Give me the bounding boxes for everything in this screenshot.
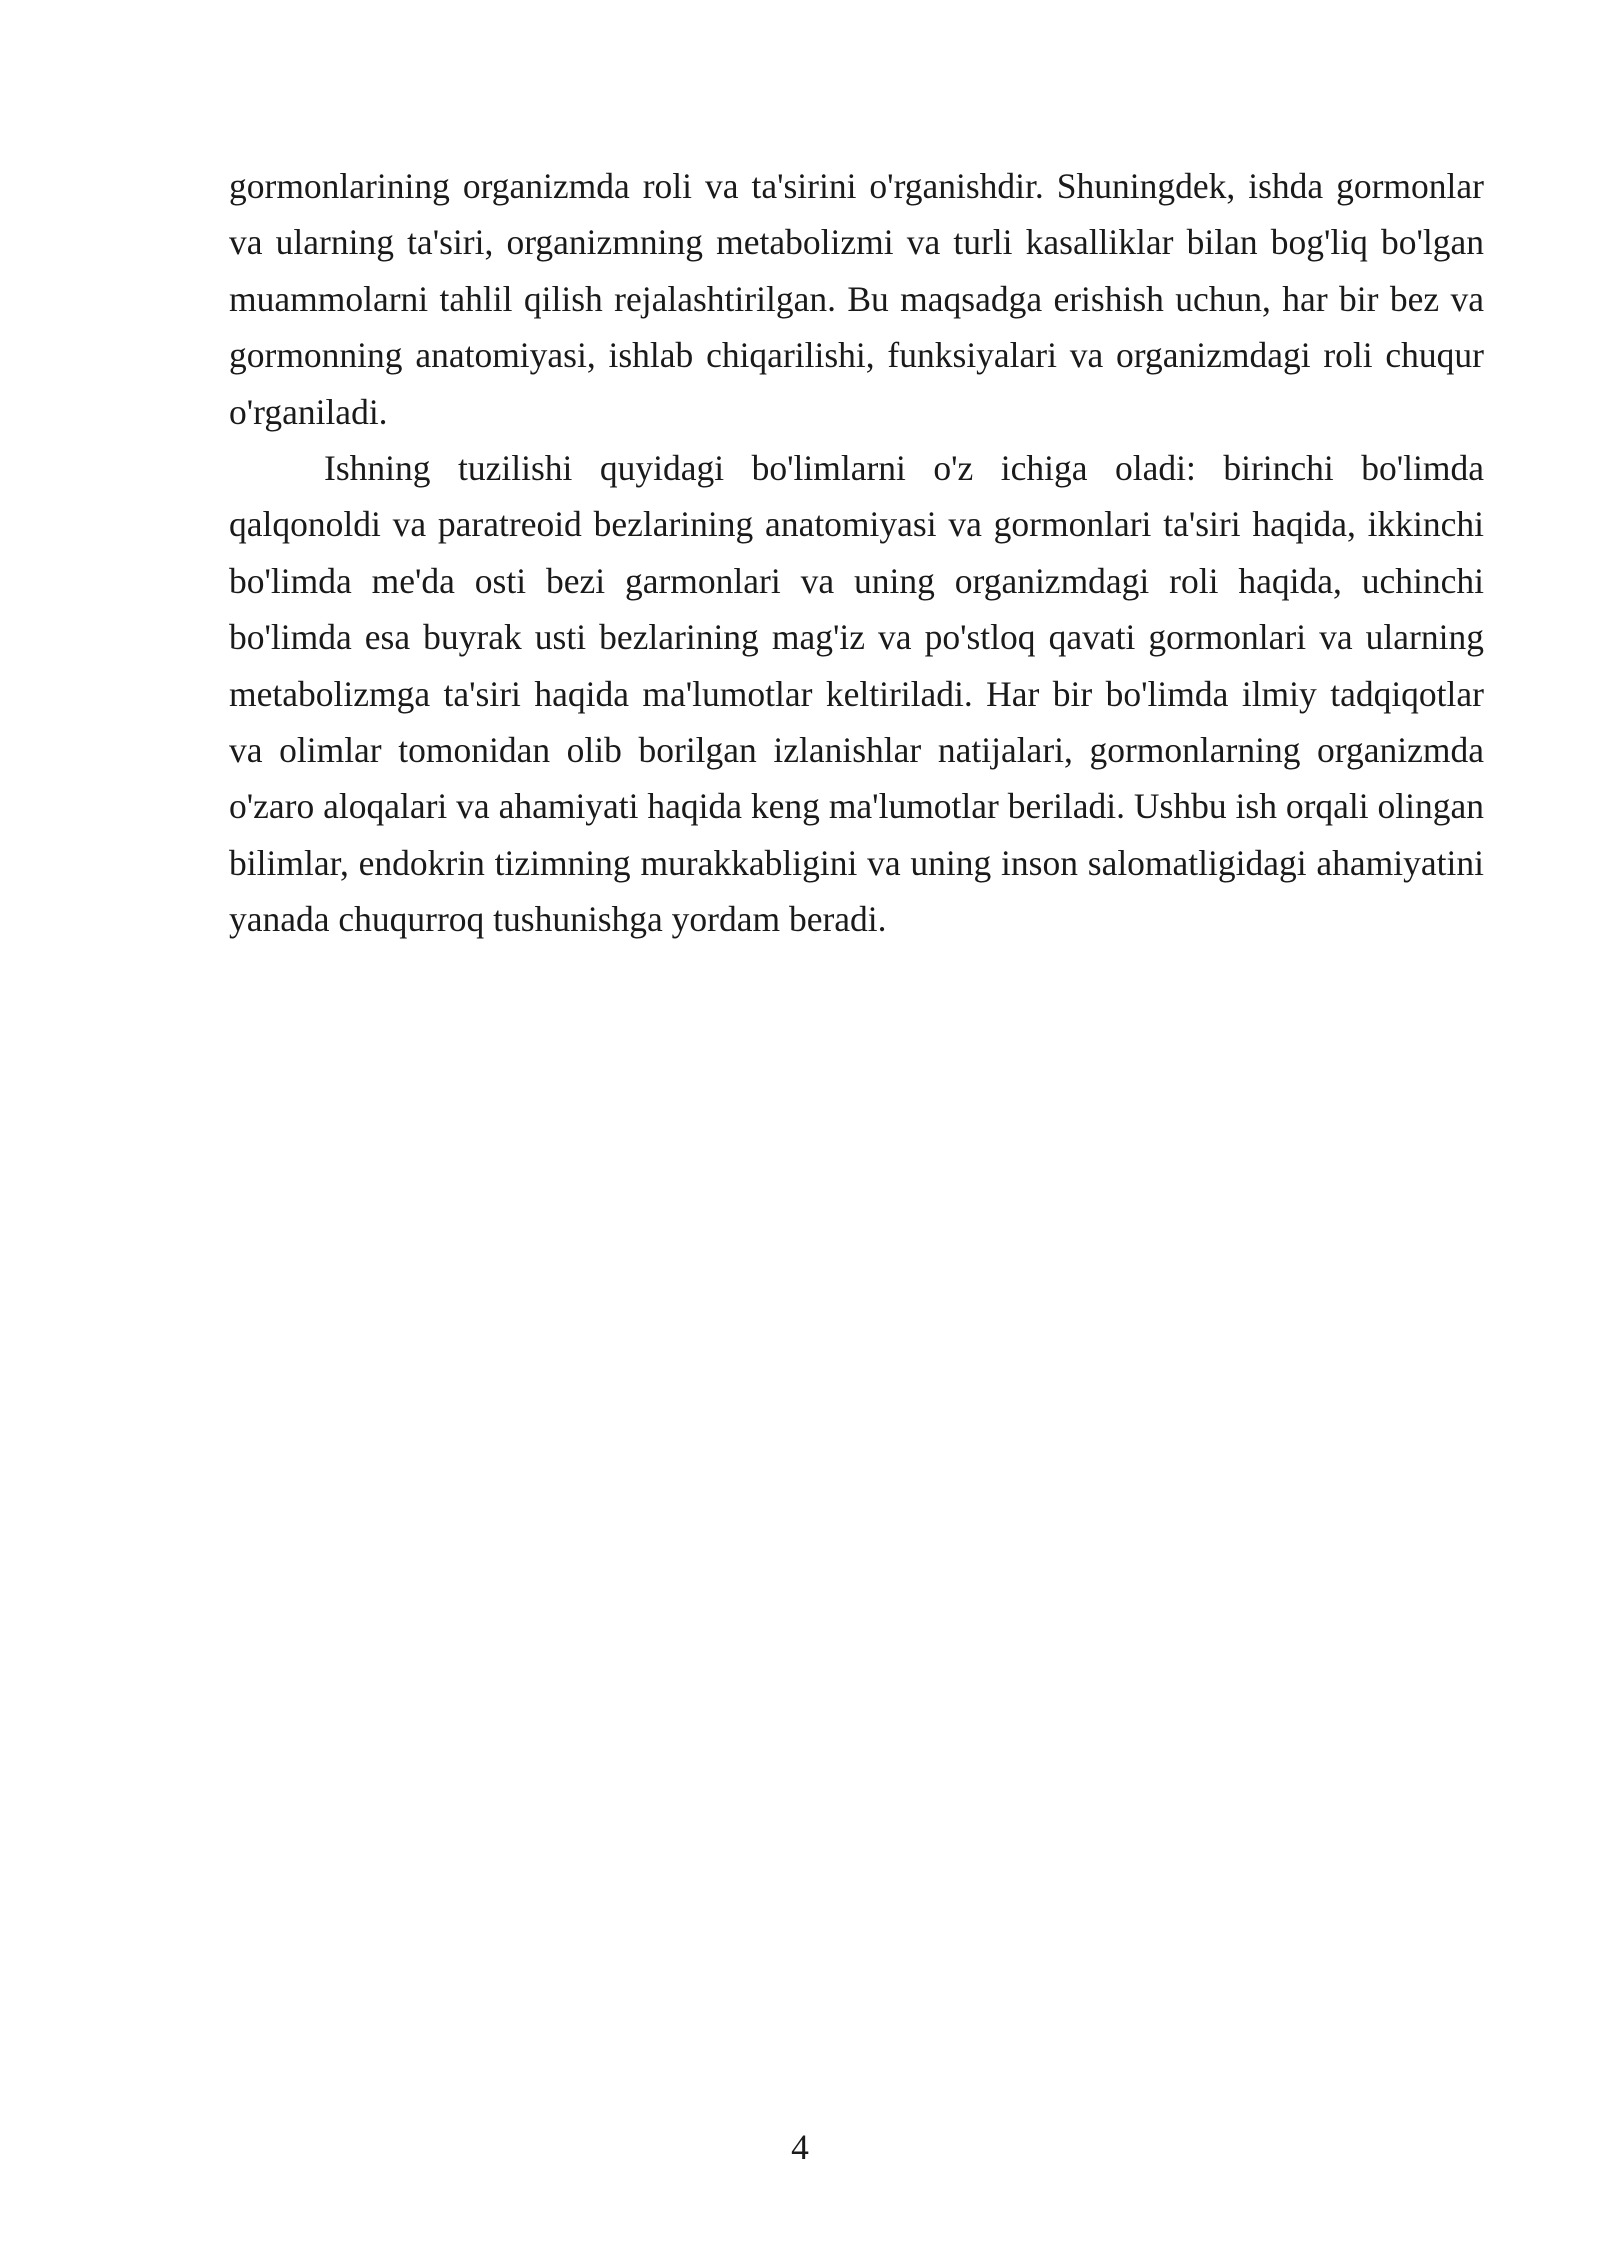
paragraph-continuation: gormonlarining organizmda roli va ta'sirini o'rganishdir. Shuningdek, ishda gormonlar va ularning ta'siri, organizmning metabolizmi va turli kasalliklar bilan bog'liq bo'lgan muammolarni tahlil qilish rejalashtirilgan. Bu maqsadga erishish uchun, har bir bez va gormonning anatomiyasi, ishlab chiqarilishi, funksiyalari va organizmdagi roli chuqur o'rganiladi. — [229, 166, 1484, 432]
body-text — [229, 158, 1484, 948]
page-number: 4 — [791, 2127, 809, 2167]
paragraph-structure: Ishning tuzilishi quyidagi bo'limlarni o'z ichiga oladi: birinchi bo'limda qalqonoldi va paratreoid bezlarining anatomiyasi va gormonlari ta'siri haqida, ikkinchi bo'limda me'da osti bezi garmonlari va uning organizmdagi roli haqida, uchinchi bo'limda esa buyrak usti bezlarining mag'iz va po'stloq qavati gormonlari va ularning metabolizmga ta'siri haqida ma'lumotlar keltiriladi. Har bir bo'limda ilmiy tadqiqotlar va olimlar tomonidan olib borilgan izlanishlar natijalari, gormonlarning organizmda o'zaro aloqalari va ahamiyati haqida keng ma'lumotlar beriladi. Ushbu ish orqali olingan bilimlar, endokrin tizimning murakkabligini va uning inson salomatligidagi ahamiyatini yanada chuqurroq tushunishga yordam beradi. — [229, 448, 1484, 940]
